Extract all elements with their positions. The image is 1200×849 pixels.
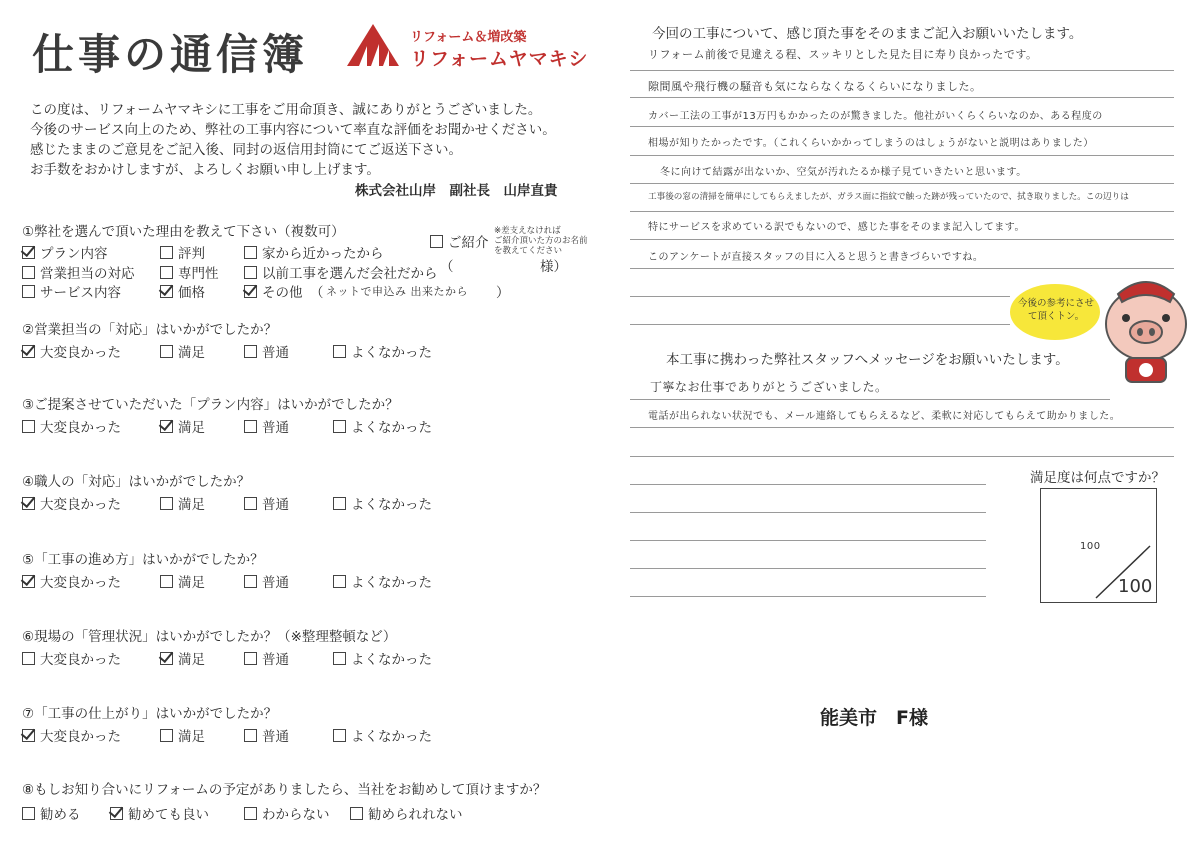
paren-open: （ bbox=[310, 285, 324, 301]
comment-rule bbox=[630, 211, 1174, 212]
checkbox-icon[interactable] bbox=[350, 807, 363, 820]
brand-name: リフォームヤマキシ bbox=[410, 48, 589, 70]
checkbox-checked-icon[interactable] bbox=[22, 497, 35, 510]
message-line: 丁寧なお仕事でありがとうございました。 bbox=[650, 380, 888, 394]
customer-name: 能美市 F様 bbox=[820, 707, 928, 729]
rating-option[interactable]: 普通 bbox=[244, 416, 289, 436]
page-title: 仕事の通信簿 bbox=[32, 30, 309, 79]
score-max: 100 bbox=[1118, 576, 1153, 597]
rating-option[interactable]: 大変良かった bbox=[22, 571, 121, 591]
question-1: ①弊社を選んで頂いた理由を教えて下さい（複数可） bbox=[22, 224, 345, 240]
q8-option[interactable]: 勧めても良い bbox=[110, 803, 209, 823]
comment-rule bbox=[630, 97, 1174, 98]
brand-logo-icon bbox=[345, 22, 401, 68]
rating-option[interactable]: よくなかった bbox=[333, 416, 432, 436]
checkbox-icon[interactable] bbox=[244, 266, 257, 279]
comment-rule bbox=[630, 324, 1010, 325]
checkbox-icon[interactable] bbox=[333, 575, 346, 588]
checkbox-icon[interactable] bbox=[22, 266, 35, 279]
checkbox-icon[interactable] bbox=[244, 729, 257, 742]
rating-option[interactable]: 満足 bbox=[160, 341, 205, 361]
rating-option[interactable]: 普通 bbox=[244, 725, 289, 745]
rating-option[interactable]: 大変良かった bbox=[22, 341, 121, 361]
checkbox-icon[interactable] bbox=[160, 246, 173, 259]
rating-option[interactable]: よくなかった bbox=[333, 571, 432, 591]
message-rule bbox=[630, 512, 986, 513]
message-rule bbox=[630, 484, 986, 485]
other-reason-written: ネットで申込み 出来たから bbox=[326, 285, 468, 298]
rating-option[interactable]: よくなかった bbox=[333, 493, 432, 513]
rating-option[interactable]: よくなかった bbox=[333, 341, 432, 361]
intro-line: お手数をおかけしますが、よろしくお願い申し上げます。 bbox=[30, 162, 380, 178]
intro-line: 感じたままのご意見をご記入後、同封の返信用封筒にてご返送下さい。 bbox=[30, 142, 462, 158]
question-2: ②営業担当の「対応」はいかがでしたか？ bbox=[22, 322, 278, 338]
checkbox-icon[interactable] bbox=[22, 420, 35, 433]
checkbox-icon[interactable] bbox=[22, 285, 35, 298]
question-7: ⑦「工事の仕上がり」はいかがでしたか？ bbox=[22, 706, 278, 722]
rating-option[interactable]: よくなかった bbox=[333, 648, 432, 668]
checkbox-icon[interactable] bbox=[333, 345, 346, 358]
q1-option[interactable]: 営業担当の対応 bbox=[22, 262, 135, 282]
rating-option[interactable]: 満足 bbox=[160, 648, 205, 668]
checkbox-checked-icon[interactable] bbox=[22, 246, 35, 259]
comment-line: 隙間風や飛行機の騒音も気にならなくなるくらいになりました。 bbox=[648, 80, 982, 93]
message-rule bbox=[630, 399, 1110, 400]
q1-option[interactable]: サービス内容 bbox=[22, 281, 121, 301]
rating-option[interactable]: 満足 bbox=[160, 416, 205, 436]
paren-close: ） bbox=[496, 285, 510, 301]
rating-option[interactable]: 満足 bbox=[160, 571, 205, 591]
rating-option[interactable]: 大変良かった bbox=[22, 416, 121, 436]
q1-option[interactable]: 評判 bbox=[160, 242, 205, 262]
comment-rule bbox=[630, 126, 1174, 127]
question-8: ⑧もしお知り合いにリフォームの予定がありましたら、当社をお勧めして頂けますか？ bbox=[22, 782, 547, 798]
intro-line: この度は、リフォームヤマキシに工事をご用命頂き、誠にありがとうございました。 bbox=[30, 102, 542, 118]
checkbox-checked-icon[interactable] bbox=[160, 420, 173, 433]
q1-option[interactable]: その他 bbox=[244, 281, 303, 301]
q8-option[interactable]: 勧める bbox=[22, 803, 81, 823]
message-line: 電話が出られない状況でも、メール連絡してもらえるなど、柔軟に対応してもらえて助かりました。 bbox=[648, 411, 1121, 422]
pig-mascot-icon bbox=[1100, 274, 1192, 386]
rating-option[interactable]: 普通 bbox=[244, 571, 289, 591]
rating-option[interactable]: 大変良かった bbox=[22, 648, 121, 668]
checkbox-icon[interactable] bbox=[244, 246, 257, 259]
brand-subtitle: リフォーム＆増改築 bbox=[410, 30, 527, 45]
rating-option[interactable]: 満足 bbox=[160, 493, 205, 513]
checkbox-icon[interactable] bbox=[160, 575, 173, 588]
q1-option[interactable]: プラン内容 bbox=[22, 242, 108, 262]
checkbox-checked-icon[interactable] bbox=[160, 652, 173, 665]
referral-option[interactable]: ご紹介 bbox=[430, 231, 489, 251]
rating-option[interactable]: 大変良かった bbox=[22, 493, 121, 513]
rating-option[interactable]: 普通 bbox=[244, 493, 289, 513]
question-3: ③ご提案させていただいた「プラン内容」はいかがでしたか？ bbox=[22, 397, 399, 413]
checkbox-icon[interactable] bbox=[333, 420, 346, 433]
q1-option[interactable]: 専門性 bbox=[160, 262, 219, 282]
checkbox-icon[interactable] bbox=[160, 266, 173, 279]
rating-option[interactable]: 満足 bbox=[160, 725, 205, 745]
message-rule bbox=[630, 596, 986, 597]
checkbox-checked-icon[interactable] bbox=[22, 729, 35, 742]
score-heading: 満足度は何点ですか？ bbox=[1030, 470, 1165, 486]
q1-option[interactable]: 以前工事を選んだ会社だから bbox=[244, 262, 438, 282]
checkbox-checked-icon[interactable] bbox=[110, 807, 123, 820]
checkbox-checked-icon[interactable] bbox=[22, 345, 35, 358]
comment-line: 工事後の窓の清掃を簡単にしてもらえましたが、ガラス面に指紋で触った跡が残っていたので、拭き取りました。この辺りは bbox=[648, 192, 1129, 202]
checkbox-icon[interactable] bbox=[244, 575, 257, 588]
referral-paren-open: （ bbox=[440, 259, 454, 275]
message-heading: 本工事に携わった弊社スタッフへメッセージをお願いいたします。 bbox=[666, 352, 1069, 368]
checkbox-icon[interactable] bbox=[160, 729, 173, 742]
question-5: ⑤「工事の進め方」はいかがでしたか？ bbox=[22, 552, 264, 568]
checkbox-icon[interactable] bbox=[244, 652, 257, 665]
comment-line: カバー工法の工事が13万円もかかったのが驚きました。他社がいくらくらいなのか、ある程度の bbox=[648, 111, 1103, 122]
message-rule bbox=[630, 456, 1174, 457]
q8-option[interactable]: わからない bbox=[244, 803, 330, 823]
comment-line: 特にサービスを求めている訳でもないので、感じた事をそのまま記入してます。 bbox=[648, 222, 1025, 233]
question-6: ⑥現場の「管理状況」はいかがでしたか？（※整理整頓など） bbox=[22, 629, 397, 645]
rating-option[interactable]: よくなかった bbox=[333, 725, 432, 745]
comment-line: 相場が知りたかったです。（これくらいかかってしまうのはしょうがないと説明はありました） bbox=[648, 138, 1094, 149]
speech-bubble-text: 今後の参考にさせて頂くトン。 bbox=[1017, 298, 1094, 322]
comment-rule bbox=[630, 296, 1010, 297]
checkbox-icon[interactable] bbox=[333, 497, 346, 510]
checkbox-checked-icon[interactable] bbox=[160, 285, 173, 298]
q1-option[interactable]: 家から近かったから bbox=[244, 242, 384, 262]
checkbox-icon[interactable] bbox=[160, 497, 173, 510]
checkbox-checked-icon[interactable] bbox=[244, 285, 257, 298]
referral-note: ※差支えなければ ご紹介頂いた方のお名前 を教えてください bbox=[494, 226, 588, 256]
checkbox-icon[interactable] bbox=[160, 345, 173, 358]
q8-option[interactable]: 勧められれない bbox=[350, 803, 463, 823]
comment-line: リフォーム前後で見違える程、スッキリとした見た目に寿り良かったです。 bbox=[648, 48, 1038, 61]
checkbox-icon[interactable] bbox=[430, 235, 443, 248]
checkbox-icon[interactable] bbox=[244, 420, 257, 433]
comment-line: 冬に向けて結露が出ないか、空気が汚れたるか様子見ていきたいと思います。 bbox=[660, 167, 1027, 178]
message-rule bbox=[630, 540, 986, 541]
checkbox-icon[interactable] bbox=[333, 652, 346, 665]
intro-line: 今後のサービス向上のため、弊社の工事内容について率直な評価をお聞かせください。 bbox=[30, 122, 556, 138]
comment-line: このアンケートが直接スタッフの目に入ると思うと書きづらいですね。 bbox=[648, 252, 984, 263]
checkbox-icon[interactable] bbox=[22, 652, 35, 665]
comment-rule bbox=[630, 239, 1174, 240]
message-rule bbox=[630, 427, 1174, 428]
question-4: ④職人の「対応」はいかがでしたか？ bbox=[22, 474, 251, 490]
checkbox-icon[interactable] bbox=[22, 807, 35, 820]
comment-rule bbox=[630, 70, 1174, 71]
comment-rule bbox=[630, 155, 1174, 156]
score-written: 100 bbox=[1080, 541, 1101, 552]
checkbox-icon[interactable] bbox=[244, 497, 257, 510]
rating-option[interactable]: 普通 bbox=[244, 648, 289, 668]
rating-option[interactable]: 大変良かった bbox=[22, 725, 121, 745]
checkbox-icon[interactable] bbox=[333, 729, 346, 742]
comment-heading: 今回の工事について、感じ頂た事をそのままご記入お願いいたします。 bbox=[652, 26, 1083, 42]
comment-rule bbox=[630, 183, 1174, 184]
message-rule bbox=[630, 568, 986, 569]
q1-option[interactable]: 価格 bbox=[160, 281, 205, 301]
checkbox-icon[interactable] bbox=[244, 807, 257, 820]
checkbox-checked-icon[interactable] bbox=[22, 575, 35, 588]
checkbox-icon[interactable] bbox=[244, 345, 257, 358]
signature: 株式会社山岸 副社長 山岸直貴 bbox=[355, 183, 558, 199]
comment-rule bbox=[630, 268, 1174, 269]
referral-sama: 様） bbox=[540, 259, 567, 275]
rating-option[interactable]: 普通 bbox=[244, 341, 289, 361]
